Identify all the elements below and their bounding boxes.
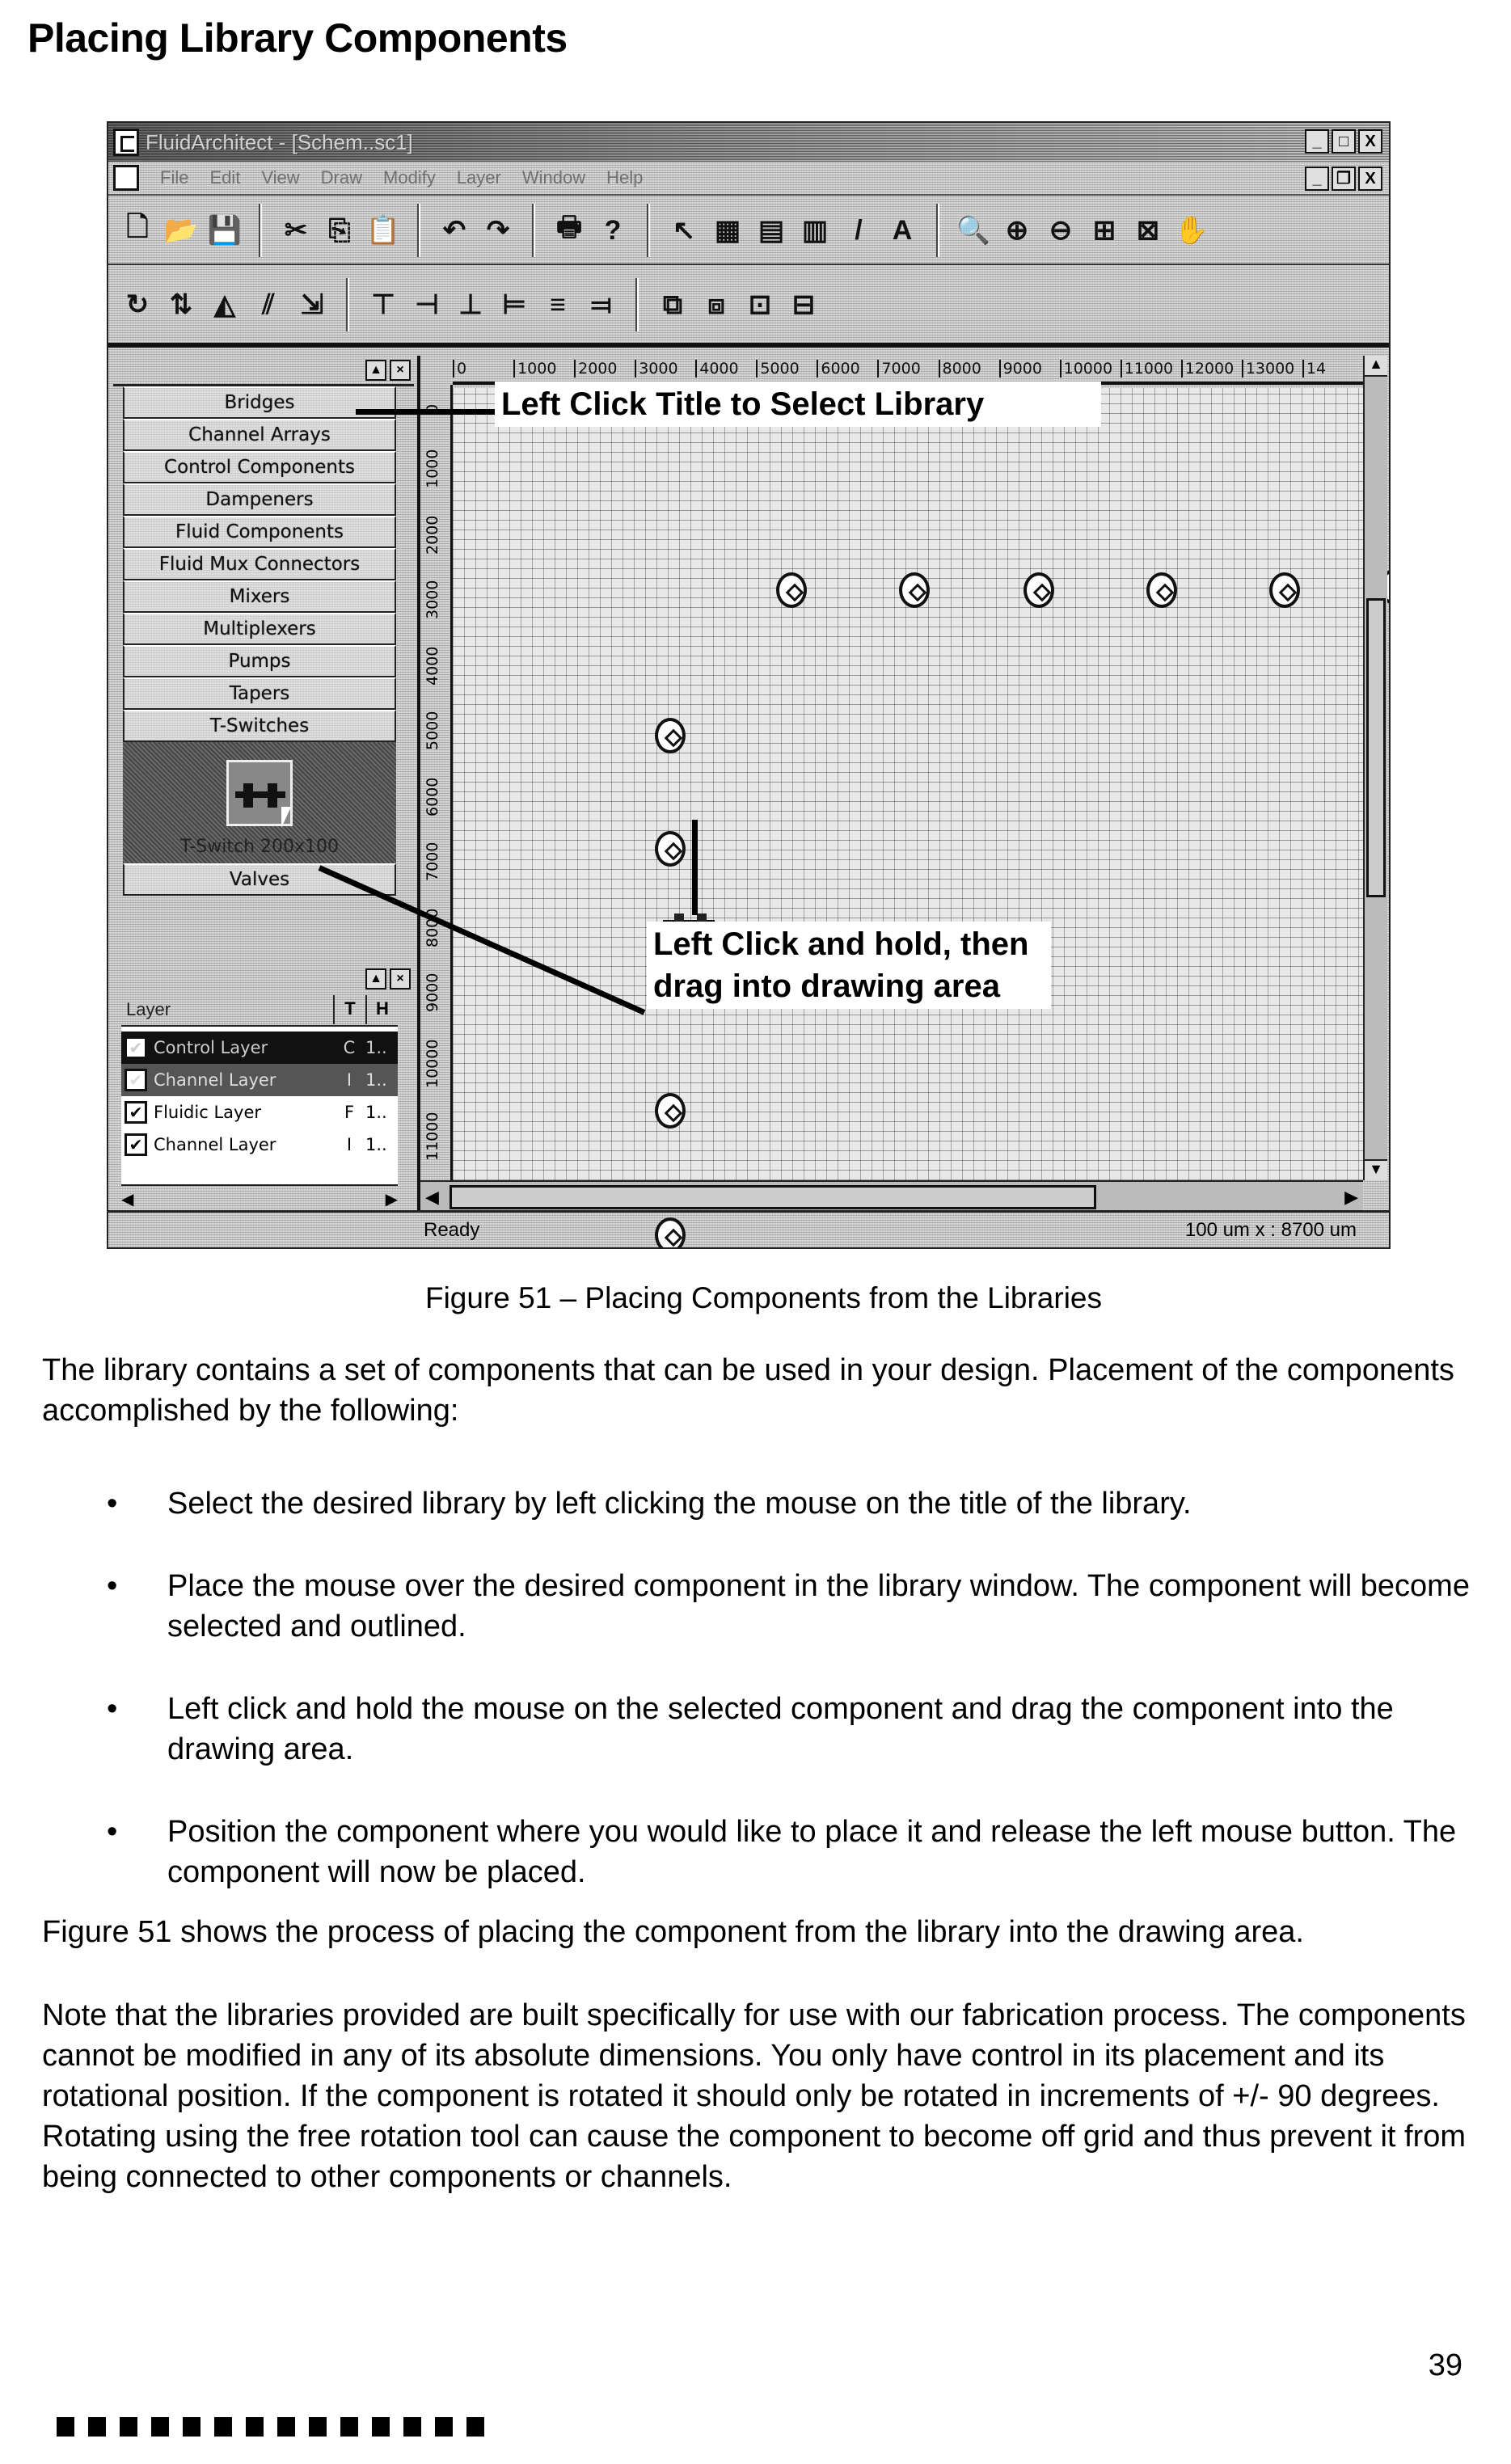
align-bottom-icon[interactable]: ⊥: [458, 289, 483, 320]
library-valves[interactable]: Valves: [123, 863, 396, 896]
drawing-area[interactable]: [417, 356, 1387, 1213]
scroll-down-icon[interactable]: ▼: [1365, 1159, 1387, 1180]
layer-visible-checkbox[interactable]: ✔: [125, 1133, 147, 1156]
library-pumps[interactable]: Pumps: [123, 645, 396, 677]
step-item: • Position the component where you would like to place it and release the left mouse button. The component will now be placed.: [42, 1812, 1481, 1892]
group-icon[interactable]: ⧉: [662, 289, 683, 320]
layer-type: I: [346, 1070, 352, 1090]
open-icon[interactable]: 📂: [163, 215, 199, 246]
library-panel-header: [113, 356, 414, 386]
toolbar-separator: [346, 278, 349, 331]
component-label: T-Switch 200x100: [179, 837, 340, 857]
ruler-tick: 4000: [695, 360, 756, 378]
layer-row[interactable]: [121, 1032, 398, 1064]
layer-visible-checkbox[interactable]: ✔: [125, 1036, 147, 1059]
menu-layer[interactable]: Layer: [456, 167, 501, 188]
footer-mark: [277, 2417, 295, 2437]
pan-hand-icon[interactable]: ✋: [1174, 215, 1209, 246]
library-channel-arrays[interactable]: Channel Arrays: [123, 419, 396, 451]
footer-mark: [214, 2417, 232, 2437]
toolbar-separator: [635, 278, 639, 331]
scroll-up-icon[interactable]: ▲: [1365, 356, 1387, 377]
callout-text: Left Click and hold, then: [653, 926, 1029, 962]
library-mixers[interactable]: Mixers: [123, 580, 396, 613]
footer-mark: [120, 2417, 137, 2437]
vertical-ruler: [420, 385, 453, 1180]
ruler-tick: 9000: [424, 973, 441, 1012]
layer-visible-checkbox[interactable]: ✔: [125, 1101, 147, 1124]
layer-value: 1..: [365, 1103, 387, 1122]
ruler-tick: 14: [1302, 360, 1363, 378]
figure-caption: Figure 51 – Placing Components from the Libraries: [424, 1281, 1103, 1314]
footer-mark: [466, 2417, 484, 2437]
footer-mark: [57, 2417, 74, 2437]
layer-panel-close-button[interactable]: ×: [390, 968, 411, 989]
ruler-tick: 3000: [424, 580, 441, 619]
port-circle-icon[interactable]: [776, 572, 807, 608]
footer-mark: [340, 2417, 358, 2437]
menu-window[interactable]: Window: [521, 167, 586, 188]
port-circle-icon[interactable]: [1146, 572, 1177, 608]
help-icon[interactable]: ?: [604, 214, 622, 246]
ruler-tick: 9000: [999, 360, 1060, 378]
align-top-icon[interactable]: ⊤: [371, 289, 395, 320]
app-icon[interactable]: [113, 129, 139, 156]
zoom-fit-icon[interactable]: ⊞: [1092, 215, 1116, 246]
step-item: • Left click and hold the mouse on the selected component and drag the component into the drawing area.: [42, 1689, 1481, 1770]
layer-type: C: [343, 1038, 356, 1057]
footer-mark: [151, 2417, 169, 2437]
library-control-components[interactable]: Control Components: [123, 451, 396, 483]
ruler-tick: 10000: [424, 1039, 441, 1088]
menu-edit[interactable]: Edit: [209, 167, 241, 188]
figure-reference-paragraph: Figure 51 shows the process of placing the component from the library into the drawing area.: [42, 1915, 1304, 1949]
ruler-tick: 6000: [424, 777, 441, 816]
library-dampeners[interactable]: Dampeners: [123, 483, 396, 516]
toolbar-separator: [259, 204, 262, 257]
step-item: • Place the mouse over the desired component in the library window. The component will become selected and outlined.: [42, 1566, 1481, 1647]
tool-a-icon[interactable]: ▦: [714, 215, 741, 246]
step-item: • Select the desired library by left clicking the mouse on the title of the library.: [42, 1483, 1481, 1524]
zoom-window-icon[interactable]: ⊠: [1136, 215, 1160, 246]
rotate-icon[interactable]: ↻: [125, 289, 150, 320]
layer-horizontal-scrollbar[interactable]: [121, 1184, 398, 1212]
layer-panel: [113, 964, 414, 1230]
mirror-icon[interactable]: ◭: [213, 289, 236, 320]
callout-drag-component: [647, 922, 1051, 1009]
ruler-tick: 7000: [877, 360, 938, 378]
ruler-tick: 1000: [424, 449, 441, 488]
library-t-switches[interactable]: T-Switches: [123, 710, 396, 742]
port-circle-icon[interactable]: [1024, 572, 1054, 608]
doc-restore-button[interactable]: ❐: [1332, 167, 1356, 191]
new-icon[interactable]: 🗋: [126, 211, 149, 243]
layer-name: Control Layer: [154, 1038, 268, 1057]
menu-file[interactable]: File: [160, 167, 189, 188]
callout-pointer-line: [356, 409, 500, 415]
status-text: Ready: [424, 1218, 480, 1241]
tool-c-icon[interactable]: ▥: [801, 215, 829, 246]
redo-icon[interactable]: ↷: [486, 215, 510, 246]
library-multiplexers[interactable]: Multiplexers: [123, 613, 396, 645]
layer-col-height[interactable]: H: [365, 995, 398, 1024]
footer-mark: [372, 2417, 390, 2437]
callout-text: drag into drawing area: [653, 968, 1000, 1004]
doc-minimize-button[interactable]: _: [1305, 167, 1329, 191]
ruler-tick: 3000: [635, 360, 695, 378]
save-icon[interactable]: 💾: [207, 215, 243, 246]
footer-mark: [183, 2417, 200, 2437]
ruler-tick: 2000: [574, 360, 635, 378]
ruler-tick: 7000: [424, 842, 441, 881]
layer-list: [121, 1027, 398, 1184]
page-number: 39: [1428, 2348, 1462, 2382]
menu-view[interactable]: View: [261, 167, 300, 188]
tool-b-icon[interactable]: ▤: [758, 215, 785, 246]
window-title: FluidArchitect - [Schem..sc1]: [146, 129, 413, 154]
bring-front-icon[interactable]: ⊡: [748, 289, 772, 320]
maximize-button[interactable]: □: [1332, 129, 1356, 154]
ruler-tick: 2000: [424, 515, 441, 555]
layer-value: 1..: [365, 1135, 387, 1154]
close-button[interactable]: X: [1358, 129, 1382, 154]
skew-icon[interactable]: ⫽: [262, 289, 275, 320]
callout-select-library: [495, 382, 1101, 427]
layer-row[interactable]: [121, 1129, 398, 1161]
layer-name: Channel Layer: [154, 1135, 276, 1154]
layer-name: Channel Layer: [154, 1070, 276, 1090]
main-toolbar: [108, 197, 1389, 265]
cursor-coordinates: 100 um x : 8700 um: [1184, 1218, 1357, 1241]
cut-icon[interactable]: ✂: [284, 215, 308, 246]
port-circle-icon[interactable]: [655, 831, 686, 867]
zoom-in-icon[interactable]: ⊕: [1005, 215, 1029, 246]
undo-icon[interactable]: ↶: [442, 215, 466, 246]
footer-mark: [435, 2417, 453, 2437]
zoom-icon[interactable]: 🔍: [956, 215, 991, 246]
minimize-button[interactable]: _: [1305, 129, 1329, 154]
footer-mark: [246, 2417, 264, 2437]
toolbar-separator: [532, 204, 535, 257]
library-bridges[interactable]: Bridges: [123, 386, 396, 419]
layer-visible-checkbox[interactable]: ✔: [125, 1069, 147, 1091]
library-panel: [113, 356, 414, 1035]
library-fluid-components[interactable]: Fluid Components: [123, 516, 396, 548]
port-circle-icon[interactable]: [1269, 572, 1300, 608]
send-back-icon[interactable]: ⊟: [791, 289, 816, 320]
ruler-tick: 4000: [424, 646, 441, 686]
align-center-icon[interactable]: ≡: [550, 289, 566, 320]
align-left-icon[interactable]: ⊨: [502, 289, 526, 320]
drawing-grid[interactable]: [453, 388, 1363, 1180]
footer-marks: [57, 2417, 484, 2437]
menu-modify[interactable]: Modify: [383, 167, 436, 188]
callout-text: Left Click Title to Select Library: [501, 386, 985, 422]
ruler-tick: 1000: [513, 360, 574, 378]
library-tapers[interactable]: Tapers: [123, 677, 396, 710]
scroll-right-icon[interactable]: ▶: [385, 1190, 398, 1209]
vertical-scrollbar[interactable]: [1363, 356, 1387, 1180]
layer-type: I: [346, 1135, 352, 1154]
toolbar-separator: [647, 204, 650, 257]
intro-paragraph: The library contains a set of components that can be used in your design. Placement of the components accomplished by the following:: [42, 1353, 1454, 1428]
port-circle-icon[interactable]: [899, 572, 930, 608]
ruler-tick: 6000: [817, 360, 877, 378]
menu-help[interactable]: Help: [606, 167, 644, 188]
align-right-icon[interactable]: ⫤: [591, 289, 612, 320]
vertical-scroll-thumb[interactable]: [1366, 598, 1386, 897]
text-icon[interactable]: A: [892, 214, 913, 246]
document-icon[interactable]: [113, 165, 139, 191]
mouse-cursor-icon: [281, 807, 291, 828]
copy-icon[interactable]: ⎘: [328, 214, 351, 246]
line-icon[interactable]: /: [855, 214, 863, 246]
footer-mark: [403, 2417, 421, 2437]
print-icon[interactable]: 🖶: [555, 211, 583, 243]
ruler-tick: 12000: [1181, 360, 1242, 378]
horizontal-scrollbar[interactable]: [420, 1180, 1363, 1213]
scroll-right-icon[interactable]: ▶: [1344, 1187, 1358, 1207]
app-screenshot: [107, 121, 1391, 1249]
layer-value: 1..: [365, 1070, 387, 1090]
flip-icon[interactable]: ⇅: [169, 289, 193, 320]
horizontal-scroll-thumb[interactable]: [450, 1185, 1096, 1209]
layer-panel-collapse-button[interactable]: ▲: [365, 968, 386, 989]
footer-mark: [309, 2417, 327, 2437]
zoom-out-icon[interactable]: ⊖: [1049, 215, 1073, 246]
align-middle-icon[interactable]: ⊣: [415, 289, 439, 320]
status-bar: [108, 1210, 1389, 1247]
stretch-icon[interactable]: ⇲: [300, 289, 324, 320]
layer-panel-header: [113, 964, 414, 994]
layer-col-type[interactable]: T: [333, 995, 365, 1024]
toolbar-separator: [936, 204, 939, 257]
window-titlebar: [108, 123, 1389, 162]
layer-name: Fluidic Layer: [154, 1103, 261, 1122]
ruler-tick: 5000: [424, 711, 441, 750]
toolbar-separator: [417, 204, 420, 257]
ruler-tick: 8000: [939, 360, 999, 378]
ruler-tick: 10000: [1060, 360, 1121, 378]
layer-value: 1..: [365, 1038, 387, 1057]
ungroup-icon[interactable]: ⧈: [707, 289, 725, 320]
modify-toolbar: [108, 267, 1389, 348]
ruler-tick: 13000: [1242, 360, 1302, 378]
menu-bar: [108, 162, 1389, 196]
layer-col-name[interactable]: Layer: [126, 999, 171, 1019]
panel-close-button[interactable]: ×: [390, 360, 411, 381]
callout-pointer-line: [692, 820, 698, 915]
ruler-tick: 8000: [424, 908, 441, 947]
ruler-tick: 11000: [1121, 360, 1181, 378]
steps-list: [42, 1483, 1481, 1934]
select-pointer-icon[interactable]: ↖: [672, 215, 696, 246]
layer-type: F: [344, 1103, 355, 1122]
port-circle-icon[interactable]: [655, 1093, 686, 1129]
layer-row[interactable]: [121, 1096, 398, 1129]
port-circle-icon[interactable]: [655, 718, 686, 753]
paste-icon[interactable]: 📋: [365, 215, 401, 246]
scroll-left-icon[interactable]: ◀: [425, 1187, 439, 1207]
note-paragraph: Note that the libraries provided are built specifically for use with our fabrication process. The components cannot be modified in any of its absolute dimensions. You only have control in its placement and its rotational position. If the component is rotated it should only be rotated in increments of +/- 90 degrees. Rotating using the free rotation tool can cause the component to become off grid and thus prevent it from being connected to other components or channels.: [42, 1998, 1467, 2194]
ruler-tick: 5000: [756, 360, 817, 378]
doc-close-button[interactable]: X: [1358, 167, 1382, 191]
library-component-preview: [123, 742, 396, 863]
menu-draw[interactable]: Draw: [320, 167, 363, 188]
page-title: Placing Library Components: [27, 15, 568, 61]
ruler-tick: 11000: [424, 1112, 441, 1161]
scroll-left-icon[interactable]: ◀: [121, 1190, 134, 1209]
footer-mark: [88, 2417, 106, 2437]
horizontal-ruler: [453, 356, 1363, 385]
panel-collapse-button[interactable]: ▲: [365, 360, 386, 381]
ruler-tick: 0: [453, 360, 513, 378]
layer-column-headers: [121, 994, 398, 1027]
layer-row[interactable]: [121, 1064, 398, 1096]
library-fluid-mux-connectors[interactable]: Fluid Mux Connectors: [123, 548, 396, 580]
t-switch-icon: [235, 783, 285, 808]
